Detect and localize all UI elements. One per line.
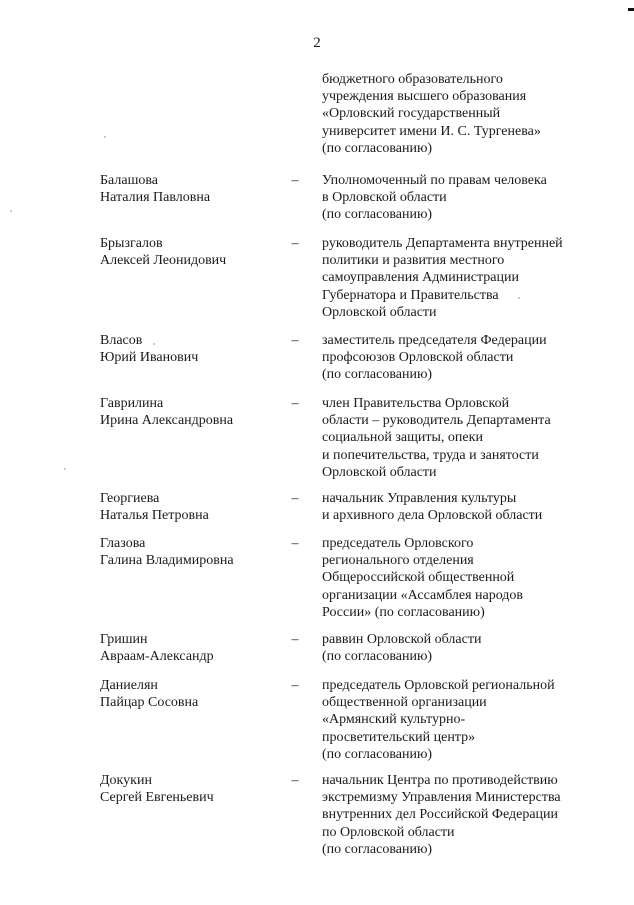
member-position: председатель Орловского регионального отделения Общероссийской общественной организации «Ассамблея народов России» (по согласованию) (322, 536, 524, 620)
dash-separator: – (291, 396, 299, 411)
dash-separator: – (291, 536, 299, 551)
scan-corner-mark (628, 8, 634, 11)
member-position: Уполномоченный по правам человека в Орловской области (по согласованию) (322, 173, 547, 223)
dash-separator: – (291, 678, 299, 693)
scan-speck (518, 297, 520, 299)
member-position: заместитель председателя Федерации профсоюзов Орловской области (по согласованию) (322, 333, 547, 383)
dash-separator: – (291, 632, 299, 647)
member-position: член Правительства Орловской области – руководитель Департамента социальной защиты, опеки и попечительства, труда и занятости Орловской области (322, 396, 551, 480)
member-name: Докукин Сергей Евгеньевич (100, 773, 214, 806)
member-name: Гришин Авраам-Александр (100, 632, 214, 665)
scan-speck (104, 136, 106, 138)
member-name: Георгиева Наталья Петровна (100, 491, 209, 524)
dash-separator: – (291, 773, 299, 788)
dash-separator: – (291, 491, 299, 506)
member-position: раввин Орловской области (по согласованию) (322, 632, 482, 665)
dash-separator: – (291, 236, 299, 251)
member-position: начальник Центра по противодействию экстремизму Управления Министерства внутренних дел Российской Федерации по Орловской области (по согласованию) (322, 773, 561, 857)
position-continuation: бюджетного образовательного учреждения высшего образования «Орловский государственный университет имени И. С. Тургенева» (по согласованию) (322, 72, 541, 156)
scan-speck (153, 343, 155, 345)
scan-speck (10, 210, 12, 212)
scan-speck (64, 468, 66, 470)
member-name: Глазова Галина Владимировна (100, 536, 234, 569)
member-position: председатель Орловской региональной общественной организации «Армянский культурно- просветительский центр» (по согласованию) (322, 678, 555, 762)
member-name: Гаврилина Ирина Александровна (100, 396, 234, 429)
member-name: Брызгалов Алексей Леонидович (100, 236, 227, 269)
page-number: 2 (313, 35, 321, 51)
member-name: Балашова Наталия Павловна (100, 173, 211, 206)
member-name: Даниелян Пайцар Сосовна (100, 678, 199, 711)
member-name: Власов Юрий Иванович (100, 333, 199, 366)
dash-separator: – (291, 333, 299, 348)
dash-separator: – (291, 173, 299, 188)
member-position: руководитель Департамента внутренней политики и развития местного самоуправления Администрации Губернатора и Правительства Орловской области (322, 236, 563, 320)
member-position: начальник Управления культуры и архивного дела Орловской области (322, 491, 543, 524)
